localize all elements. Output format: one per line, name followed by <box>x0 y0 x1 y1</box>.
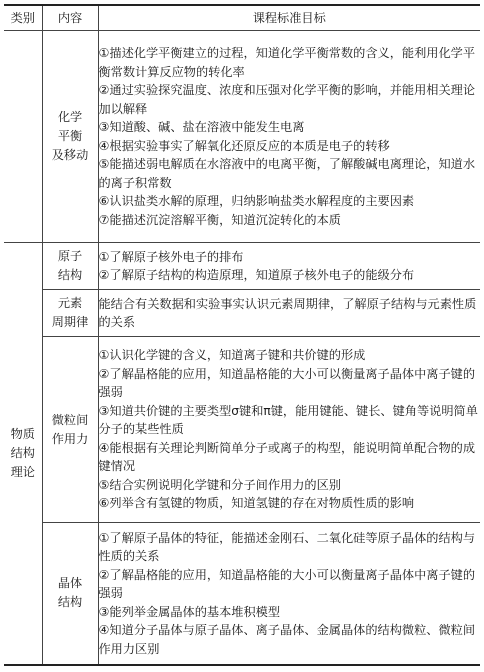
content-line: 元素 <box>57 296 83 310</box>
content-cell-crystal-structure <box>42 523 98 665</box>
header-row <box>4 5 480 31</box>
goal-item: ⑤能描述弱电解质在水溶液中的电离平衡，了解酸碱电离理论，知道水的离子积常数 <box>98 157 476 190</box>
table-row <box>4 290 480 337</box>
goal-item: 能结合有关数据和实验事实认识元素周期律，了解原子结构与元素性质的关系 <box>98 296 477 329</box>
goal-item: ③能列举金属晶体的基本堆积模型 <box>98 604 281 619</box>
goal-item: ①描述化学平衡建立的过程，知道化学平衡常数的含义，能利用化学平衡常数计算反应物的转化率 <box>98 46 476 79</box>
goals-cell <box>98 31 480 243</box>
goal-item: ⑥列举含有氢键的物质，知道氢键的存在对物质性质的影响 <box>98 496 415 511</box>
goals-cell <box>98 290 480 337</box>
category-line: 平衡 <box>57 129 83 143</box>
goals-cell <box>98 337 480 523</box>
goal-item: ③知道共价键的主要类型σ键和π键，能用键能、键长、键角等说明简单分子的某些性质 <box>98 403 478 437</box>
content-line: 结构 <box>57 268 83 282</box>
header-goals: 课程标准目标 <box>98 5 480 31</box>
content-line: 周期律 <box>51 315 89 329</box>
category-line: 理论 <box>10 464 35 479</box>
goal-item: ⑦能描述沉淀溶解平衡，知道沉淀转化的本质 <box>98 212 341 227</box>
goal-item: ②了解晶格能的应用，知道晶格能的大小可以衡量离子晶体中离子键的强弱 <box>98 567 476 600</box>
content-cell-atomic-structure <box>42 243 98 290</box>
category-line: 化学 <box>57 110 83 124</box>
content-line: 原子 <box>57 249 83 263</box>
goal-item: ①认识化学键的含义，知道离子键和共价键的形成 <box>98 348 366 363</box>
table-row <box>4 523 480 665</box>
table-row <box>4 337 480 523</box>
goal-item: ②了解晶格能的应用，知道晶格能的大小可以衡量离子晶体中离子键的强弱 <box>98 366 476 400</box>
content-line: 微粒间 <box>51 412 89 427</box>
content-cell-periodic-law <box>42 290 98 337</box>
goal-item: ⑥认识盐类水解的原理，归纳影响盐类水解程度的主要因素 <box>98 194 415 208</box>
curriculum-table <box>4 4 480 666</box>
header-category: 类别 <box>4 5 42 31</box>
goals-cell <box>98 523 480 665</box>
category-cell-blank <box>4 31 42 243</box>
goal-item: ①了解原子核外电子的排布 <box>98 249 244 264</box>
goal-item: ①了解原子晶体的特征，能描述金刚石、二氧化硅等原子晶体的结构与性质的关系 <box>98 530 476 563</box>
goal-item: ④根据实验事实了解氧化还原反应的本质是电子的转移 <box>98 138 390 153</box>
content-line: 晶体 <box>57 576 83 591</box>
category-cell-equilibrium <box>42 31 98 243</box>
goal-item: ④知道分子晶体与原子晶体、离子晶体、金属晶体的结构微粒、微粒间作用力区别 <box>98 623 476 656</box>
category-line: 物质 <box>10 426 35 441</box>
content-line: 结构 <box>57 595 83 610</box>
goal-item: ②了解原子结构的构造原理，知道原子核外电子的能级分布 <box>98 268 415 282</box>
goals-cell <box>98 243 480 290</box>
header-content: 内容 <box>42 5 98 31</box>
content-cell-interparticle-forces <box>42 337 98 523</box>
category-line: 结构 <box>10 445 35 460</box>
category-cell-structure <box>4 243 42 665</box>
goal-item: ④能根据有关理论判断简单分子或离子的构型，能说明简单配合物的成键情况 <box>98 440 476 474</box>
goal-item: ②通过实验探究温度、浓度和压强对化学平衡的影响，并能用相关理论加以解释 <box>98 83 476 116</box>
table-row <box>4 243 480 290</box>
goal-item: ⑤结合实例说明化学键和分子间作用力的区别 <box>98 477 341 492</box>
content-line: 作用力 <box>51 431 89 446</box>
table-row <box>4 31 480 243</box>
category-line: 及移动 <box>51 148 89 162</box>
goal-item: ③知道酸、碱、盐在溶液中能发生电离 <box>98 120 305 134</box>
